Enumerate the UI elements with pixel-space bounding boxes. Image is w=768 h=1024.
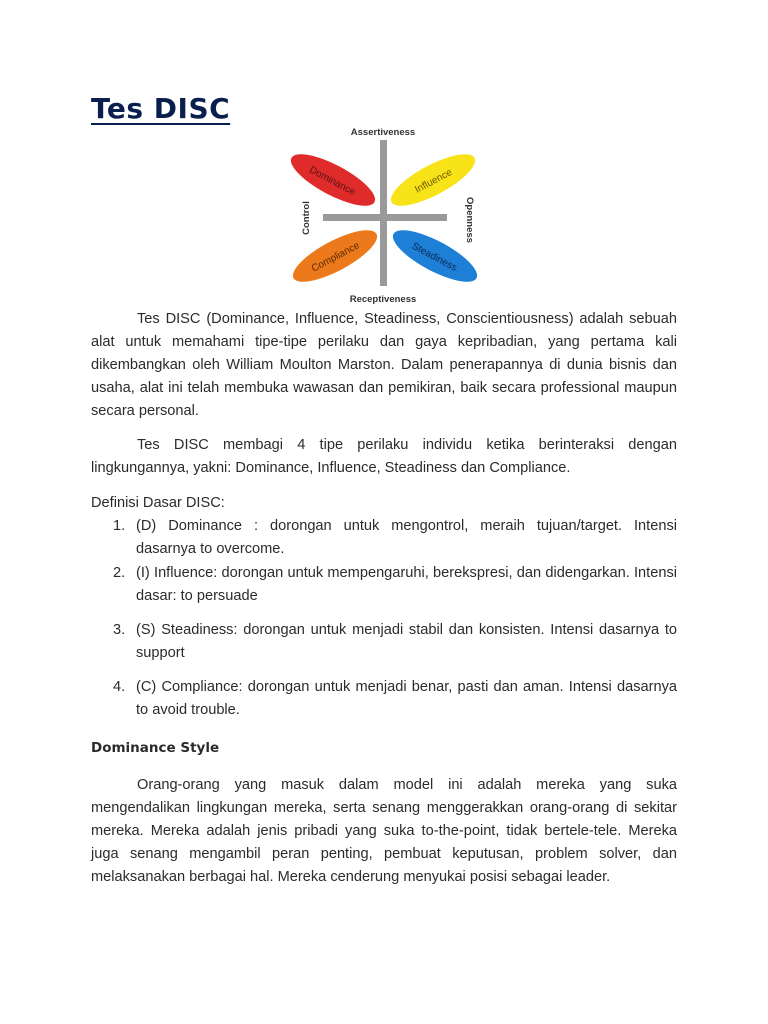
- axis-label-left: Control: [301, 201, 312, 235]
- list-text: (D) Dominance : dorongan untuk mengontrol, meraih tujuan/target. Intensi dasarnya to overcome.: [136, 518, 677, 557]
- dominance-style-paragraph: Orang-orang yang masuk dalam model ini adalah mereka yang suka mengendalikan lingkungan mereka, serta senang menggerakkan orang-orang di sekitar mereka. Mereka adalah jenis pribadi yang suka to-the-point, tidak bertele-tele. Mereka juga senang mengambil peran penting, pembuat keputusan, problem solver, dan melaksanakan berbagai hal. Mereka cenderung menyukai posisi sebagai leader.: [91, 777, 677, 885]
- list-number: 1.: [113, 518, 126, 534]
- list-number: 2.: [113, 565, 126, 581]
- quadrant-influence-label: Influence: [413, 166, 455, 196]
- list-number: 3.: [113, 622, 126, 638]
- axis-label-bottom: Receptiveness: [349, 294, 417, 305]
- quadrant-steadiness-label: Steadiness: [409, 240, 459, 274]
- list-text: (I) Influence: dorongan untuk mempengaruhi, berekspresi, dan didengarkan. Intensi dasar: to persuade: [136, 565, 677, 604]
- axis-label-top: Assertiveness: [350, 127, 416, 138]
- diagram-vertical-bar: [380, 140, 387, 286]
- list-number: 4.: [113, 679, 126, 695]
- intro-paragraph: Tes DISC (Dominance, Influence, Steadiness, Conscientiousness) adalah sebuah alat untuk memahami tipe-tipe perilaku dan gaya kepribadian, yang pertama kali dikembangkan oleh William Moulton Marston. Dalam penerapannya di dunia bisnis dan usaha, alat ini telah membuka wawasan dan pemikiran, baik secara professional maupun secara personal.: [91, 311, 677, 419]
- types-paragraph: Tes DISC membagi 4 tipe perilaku individu ketika berinteraksi dengan lingkungannya, yakni: Dominance, Influence, Steadiness dan Compliance.: [91, 437, 677, 476]
- quadrant-compliance-label: Compliance: [309, 240, 362, 275]
- axis-label-right: Openness: [464, 197, 475, 243]
- quadrant-dominance-label: Dominance: [307, 164, 358, 199]
- quadrant-dominance: [284, 145, 381, 216]
- definition-heading: Definisi Dasar DISC:: [91, 495, 225, 511]
- list-text: (S) Steadiness: dorongan untuk menjadi stabil dan konsisten. Intensi dasarnya to support: [136, 622, 677, 661]
- page-title: Tes DISC: [91, 92, 231, 125]
- disc-diagram: [283, 122, 483, 308]
- section-heading-dominance-style: Dominance Style: [91, 740, 220, 756]
- list-text: (C) Compliance: dorongan untuk menjadi benar, pasti dan aman. Intensi dasarnya to avoid trouble.: [136, 679, 677, 718]
